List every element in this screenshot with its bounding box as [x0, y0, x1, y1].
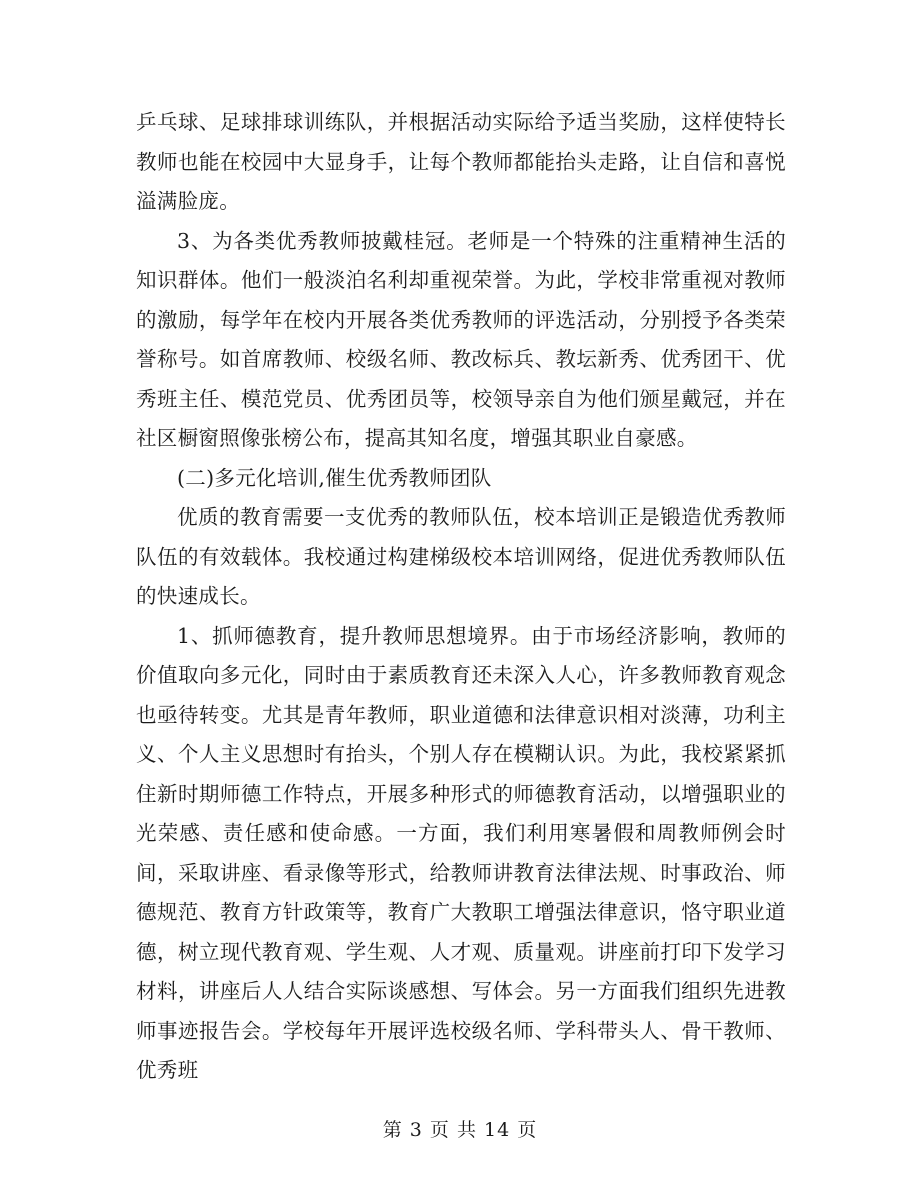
document-body	[136, 103, 786, 1091]
page-footer	[0, 1115, 920, 1142]
section-heading-training: (二)多元化培训,催生优秀教师团队	[177, 465, 492, 490]
paragraph-honors: 3、为各类优秀教师披戴桂冠。老师是一个特殊的注重精神生活的知识群体。他们一般淡泊名利却重视荣誉。为此，学校非常重视对教师的激励，每学年在校内开展各类优秀教师的评选活动，分别授予各类荣誉称号。如首席教师、校级名师、教改标兵、教坛新秀、优秀团干、优秀班主任、模范党员、优秀团员等，校领导亲自为他们颁星戴冠，并在社区橱窗照像张榜公布，提高其知名度，增强其职业自豪感。	[136, 228, 786, 450]
paragraph-ethics-education: 1、抓师德教育，提升教师思想境界。由于市场经济影响，教师的价值取向多元化，同时由于素质教育还未深入人心，许多教师教育观念也亟待转变。尤其是青年教师，职业道德和法律意识相对淡薄，功利主义、个人主义思想时有抬头，个别人存在模糊认识。为此，我校紧紧抓住新时期师德工作特点，开展多种形式的师德教育活动，以增强职业的光荣感、责任感和使命感。一方面，我们利用寒暑假和周教师例会时间，采取讲座、看录像等形式，给教师讲教育法律法规、时事政治、师德规范、教育方针政策等，教育广大教职工增强法律意识，恪守职业道德，树立现代教育观、学生观、人才观、质量观。讲座前打印下发学习材料，讲座后人人结合实际谈感想、写体会。另一方面我们组织先进教师事迹报告会。学校每年开展评选校级名师、学科带头人、骨干教师、优秀班	[136, 623, 786, 1082]
page-number-label: 第 3 页 共 14 页	[382, 1119, 538, 1141]
paragraph-continuation: 乒乓球、足球排球训练队，并根据活动实际给予适当奖励，这样使特长教师也能在校园中大显身手，让每个教师都能抬头走路，让自信和喜悦溢满脸庞。	[136, 110, 786, 213]
paragraph-training-intro: 优质的教育需要一支优秀的教师队伍，校本培训正是锻造优秀教师队伍的有效载体。我校通过构建梯级校本培训网络，促进优秀教师队伍的快速成长。	[136, 505, 786, 608]
